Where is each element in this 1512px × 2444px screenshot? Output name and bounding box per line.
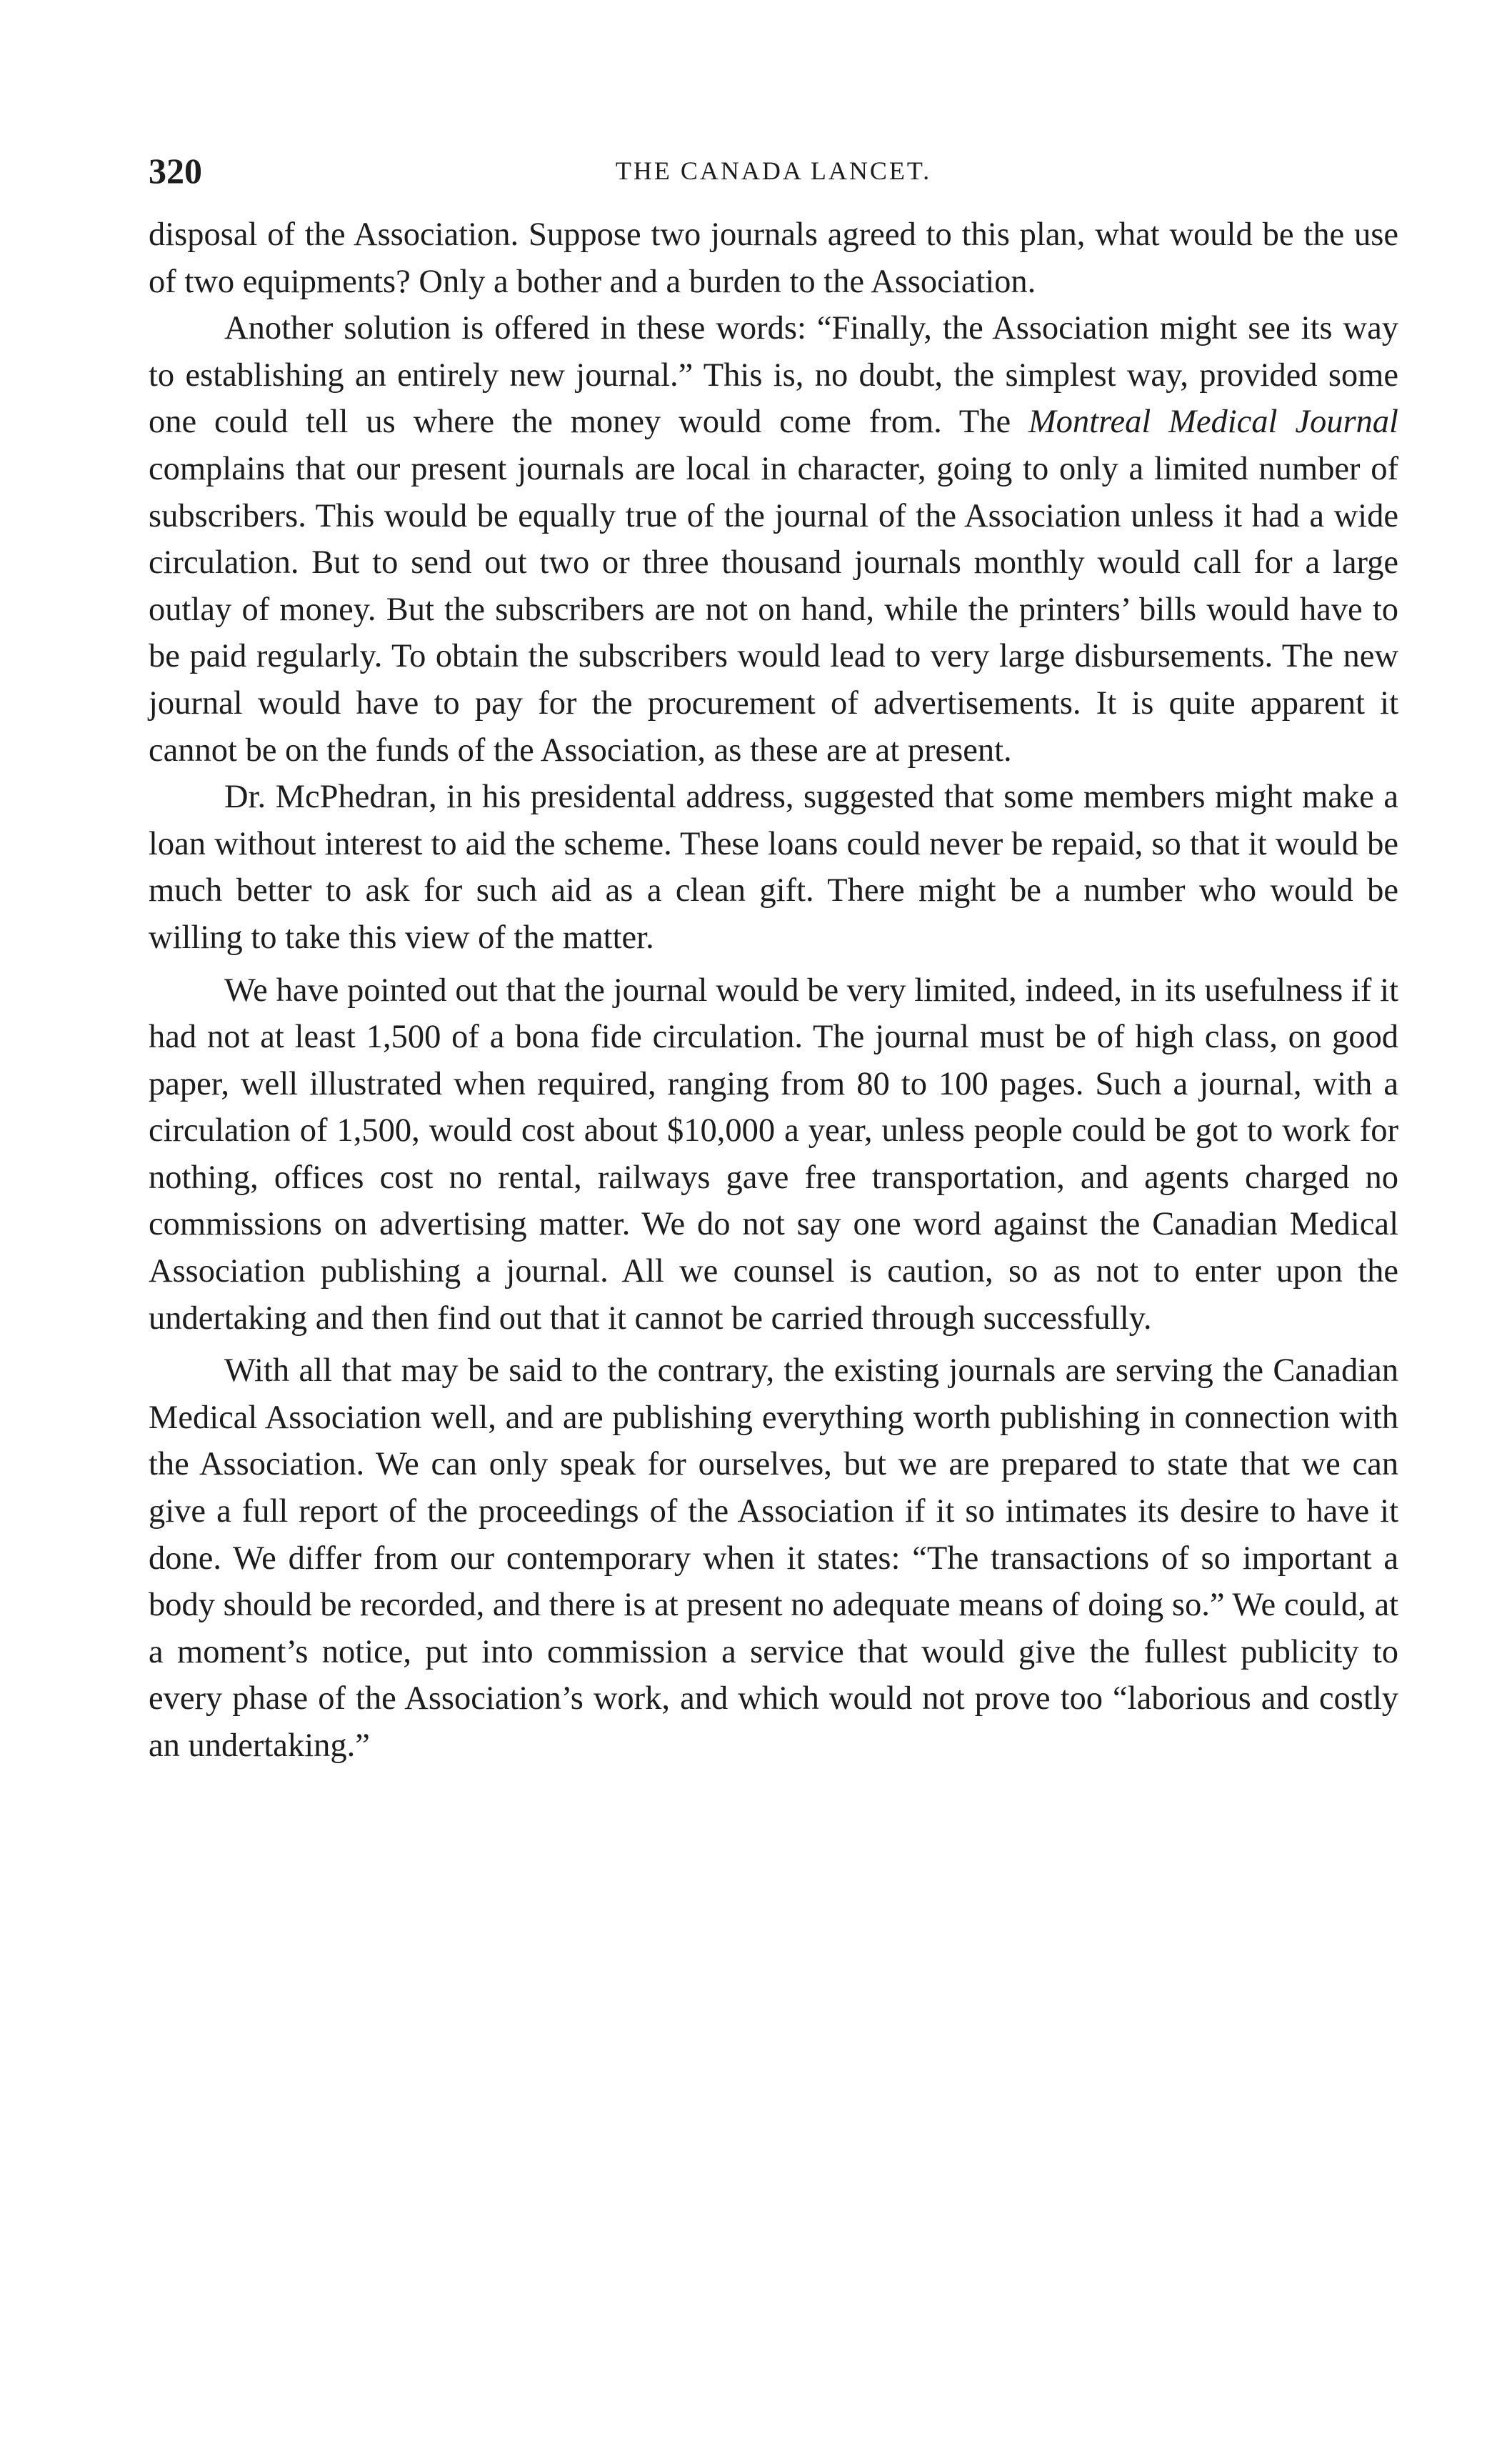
paragraph-2-text-start: Another solution is offered in these words: “Finally, the Association might see its way to establishing an entirely new journal.” This is, no doubt, the simplest way, provided some one could tell us where the money would come from. The [149,310,1398,441]
page-number: 320 [149,151,202,191]
paragraph-3: Dr. McPhedran, in his presidental address, suggested that some members might make a loan without interest to aid the scheme. These loans could never be repaid, so that it would be much better to ask for such aid as a clean gift. There might be a number who would be willing to take this view of the matter. [149,779,1398,956]
article-body [149,211,1398,1770]
paragraph-2 [149,305,1398,774]
paragraph-5: With all that may be said to the contrary, the existing journals are serving the Canadian Medical Association well, and are publishing everything worth publishing in connection with the Association. We can only speak for ourselves, but we are prepared to state that we can give a full report of the proceedings of the Association if it so intimates its desire to have it done. We differ from our contemporary when it states: “The transactions of so important a body should be recorded, and there is at present no adequate means of doing so.” We could, at a moment’s notice, put into commission a service that would give the fullest publicity to every phase of the Association’s work, and which would not prove too “laborious and costly an undertaking.” [149,1352,1398,1764]
paragraph-2-text-end: complains that our present journals are local in character, going to only a limited number of subscribers. This would be equally true of the journal of the Association unless it had a wide circulation. But to send out two or three thousand journals monthly would call for a large outlay of money. But the subscribers are not on hand, while the printers’ bills would have to be paid regularly. To obtain the subscribers would lead to very large disbursements. The new journal would have to pay for the procurement of advertisements. It is quite apparent it cannot be on the funds of the Association, as these are at present. [149,450,1398,769]
document-page [149,150,1398,1770]
running-head: THE CANADA LANCET. [615,156,932,185]
journal-title-italic: Montreal Medical Journal [1028,404,1398,441]
paragraph-1: disposal of the Association. Suppose two journals agreed to this plan, what would be the use of two equipments? Only a bother and a burden to the Association. [149,216,1398,300]
paragraph-4: We have pointed out that the journal would be very limited, indeed, in its usefulness if it had not at least 1,500 of a bona fide circulation. The journal must be of high class, on good paper, well illustrated when required, ranging from 80 to 100 pages. Such a journal, with a circulation of 1,500, would cost about $10,000 a year, unless people could be got to work for nothing, offices cost no rental, railways gave free transportation, and agents charged no commissions on advertising matter. We do not say one word against the Canadian Medical Association publishing a journal. All we counsel is caution, so as not to enter upon the undertaking and then find out that it cannot be carried through successfully. [149,972,1398,1337]
page-header [149,150,1398,207]
